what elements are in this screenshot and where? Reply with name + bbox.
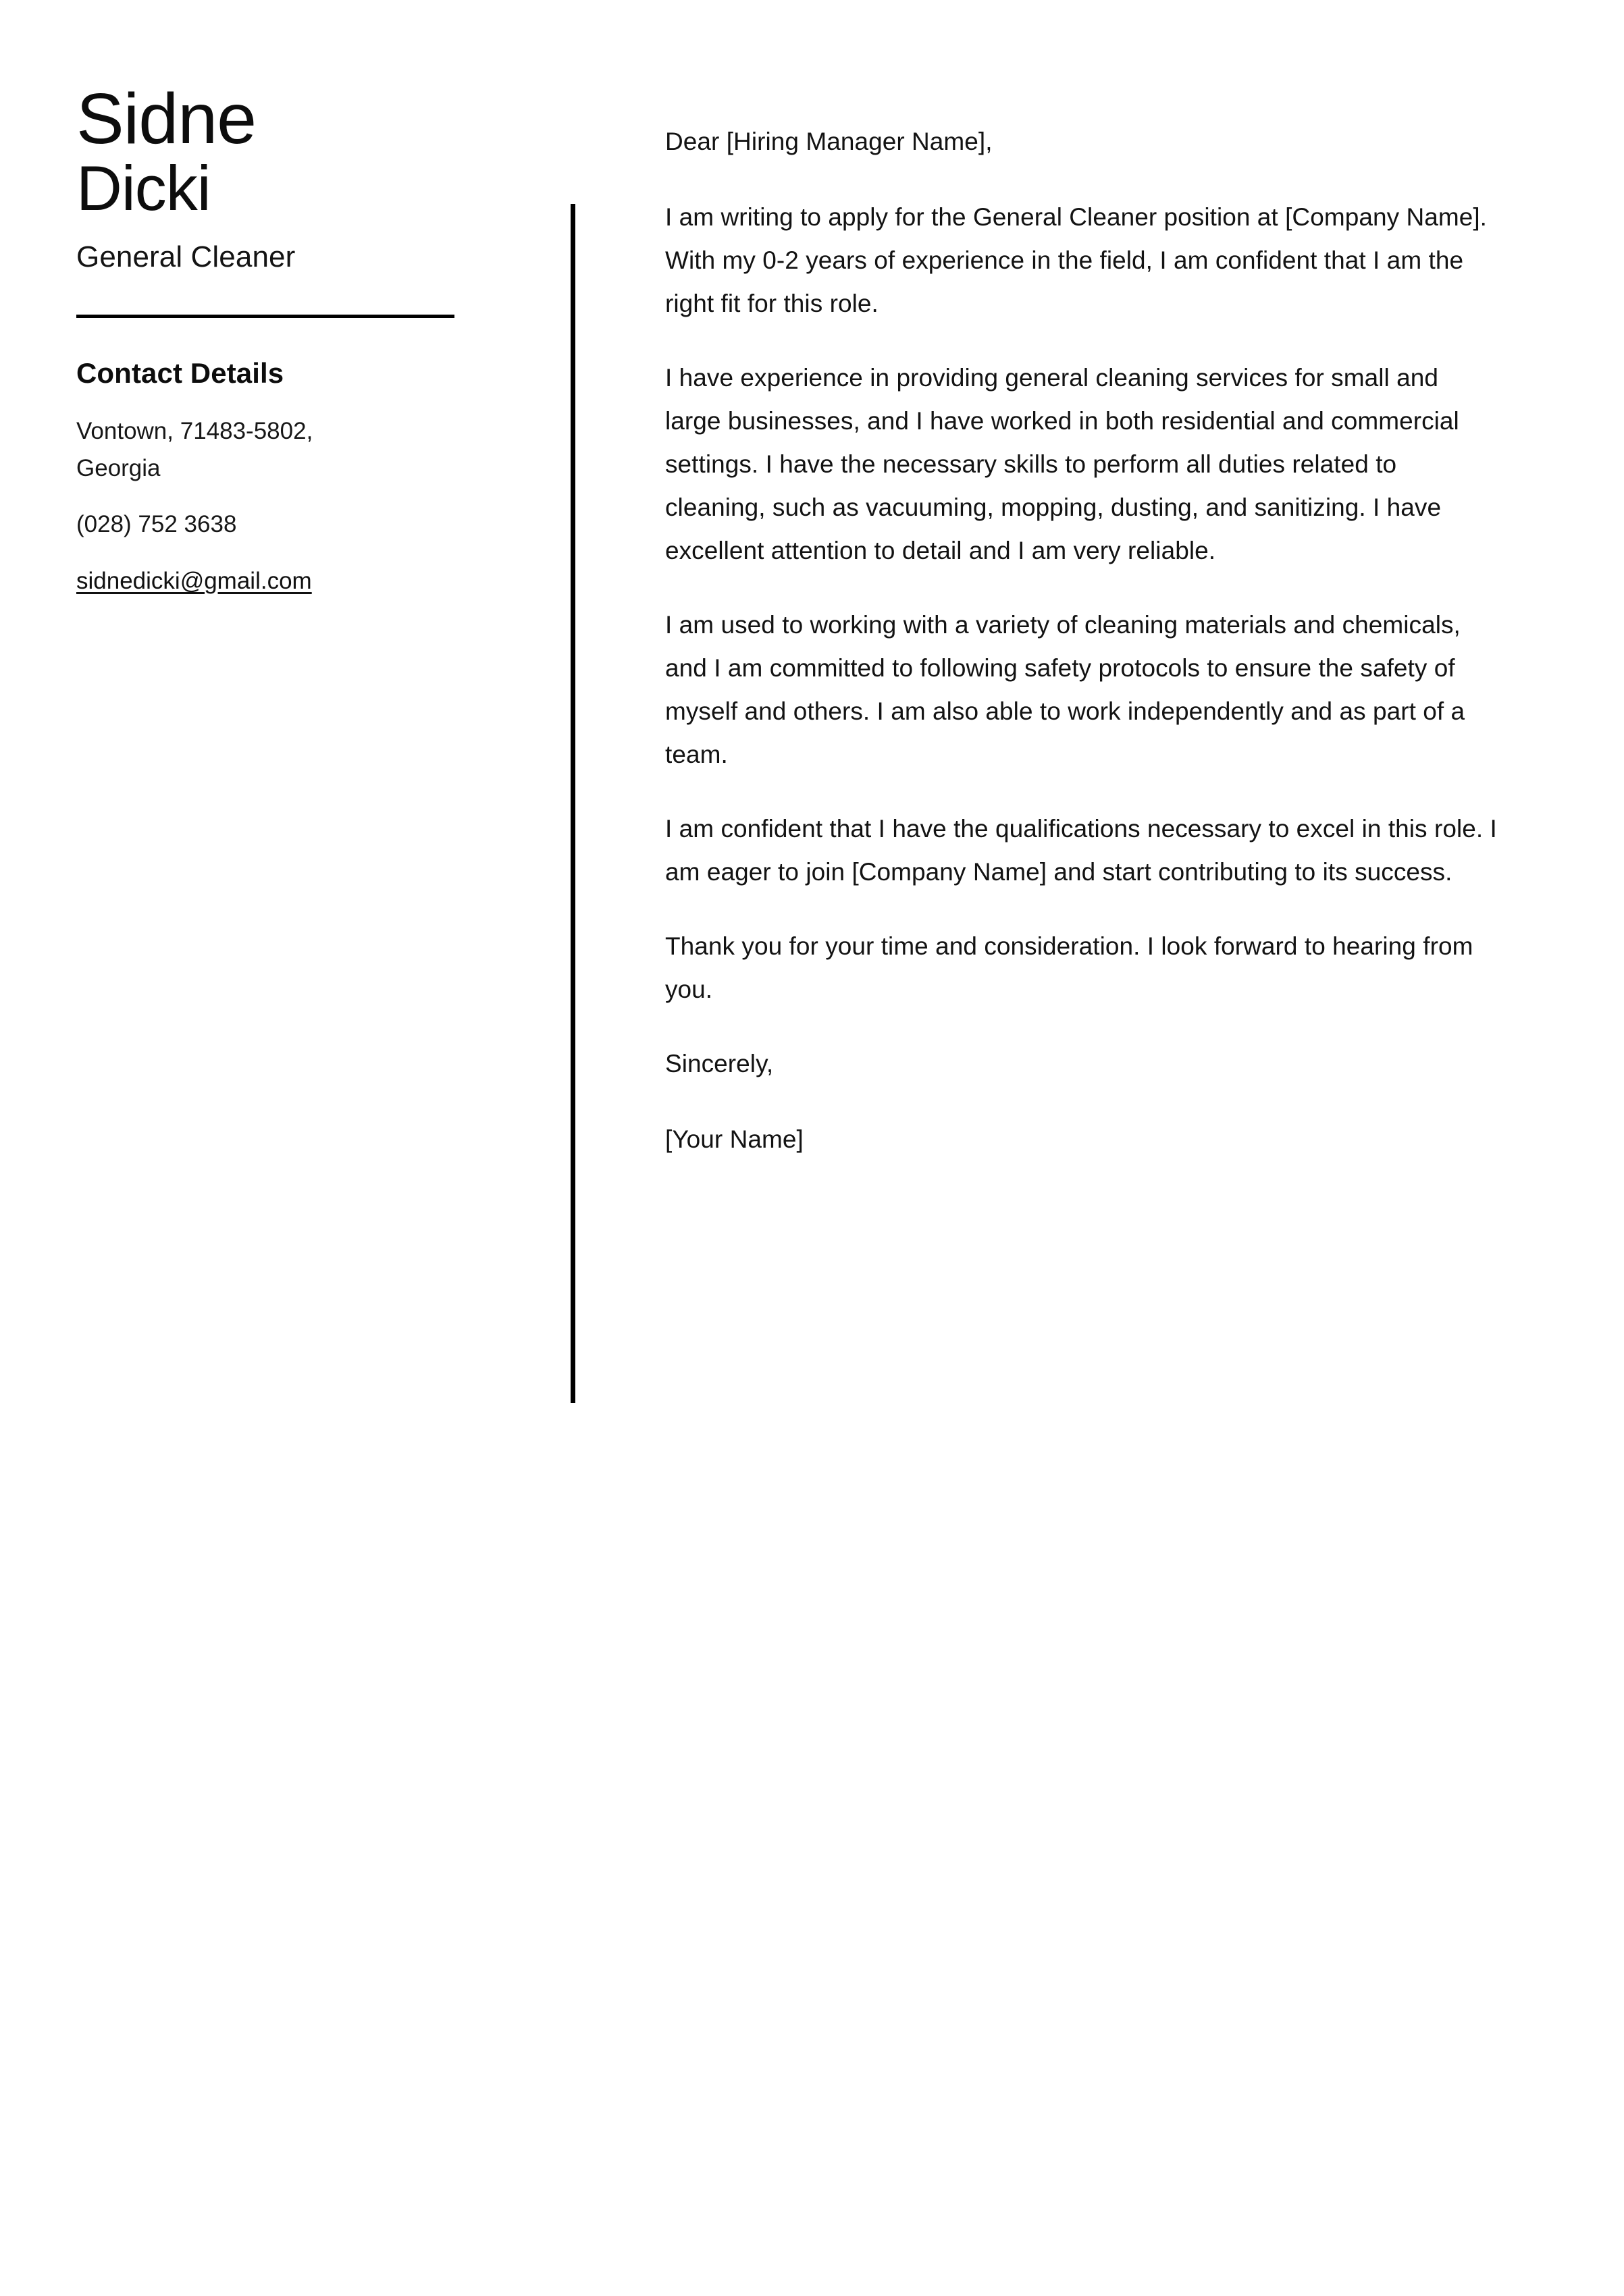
letter-signature: [Your Name] [665, 1125, 804, 1153]
letter-paragraph-4: I am confident that I have the qualifications necessary to excel in this role. I am eager to join [Company Name] and start contributing to its success. [665, 815, 1497, 886]
letter-paragraph-2: I have experience in providing general cleaning services for small and large businesses, and I have worked in both residential and commercial settings. I have the necessary skills to perform all duties related to cleaning, such as vacuuming, mopping, dusting, and sanitizing. I have excellent attention to detail and I am very reliable. [665, 364, 1459, 564]
letter-paragraph-3: I am used to working with a variety of cleaning materials and chemicals, and I am committed to following safety protocols to ensure the safety of myself and others. I am also able to work independently and as part of a team. [665, 611, 1465, 768]
sidebar-divider-rule [76, 315, 454, 318]
letter-paragraph-5: Thank you for your time and consideration. I look forward to hearing from you. [665, 932, 1473, 1003]
applicant-name [76, 81, 508, 223]
contact-phone: (028) 752 3638 [76, 511, 237, 538]
contact-details-heading: Contact Details [76, 356, 284, 389]
letter-salutation: Dear [Hiring Manager Name], [665, 128, 993, 155]
sidebar [76, 81, 508, 618]
applicant-first-name: Sidne [76, 79, 257, 159]
contact-details-list [76, 412, 508, 618]
letter-closing: Sincerely, [665, 1050, 774, 1077]
applicant-last-name: Dicki [76, 153, 211, 224]
letter-paragraph-1: I am writing to apply for the General Cleaner position at [Company Name]. With my 0-2 years of experience in the field, I am confident that I am the right fit for this role. [665, 203, 1488, 317]
column-divider [571, 204, 575, 1403]
applicant-job-title: General Cleaner [76, 240, 296, 273]
contact-email-link[interactable]: sidnedicki@gmail.com [76, 567, 312, 594]
letter-body [665, 120, 1499, 1161]
contact-address: Vontown, 71483-5802, Georgia [76, 417, 313, 482]
